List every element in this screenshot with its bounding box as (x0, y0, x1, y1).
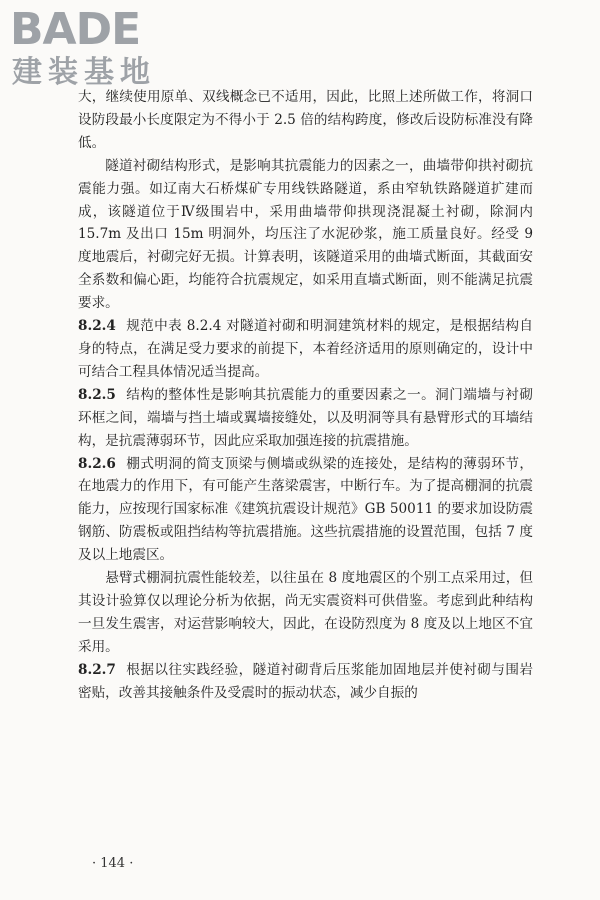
paragraph (78, 567, 533, 659)
paragraph-text: 悬臂式棚洞抗震性能较差，以往虽在 8 度地震区的个别工点采用过，但其设计验算仅以理论分析为依据，尚无实震资料可供借鉴。考虑到此种结构一旦发生震害，对运营影响较大，因此，在设防烈度为 8 度及以上地区不宜采用。 (78, 570, 533, 655)
paragraph-text: 大，继续使用原单、双线概念已不适用，因此，比照上述所做工作，将洞口设防段最小长度限定为不得小于 2.5 倍的结构跨度，修改后设防标准没有降低。 (78, 89, 533, 151)
section-number: 8.2.7 (78, 661, 116, 678)
page-number: · 144 · (92, 856, 134, 871)
paragraph-text: 规范中表 8.2.4 对隧道衬砌和明洞建筑材料的规定，是根据结构自身的特点，在满足受力要求的前提下，本着经济适用的原则确定的，设计中可结合工程具体情况适当提高。 (78, 318, 533, 380)
section-8-2-6 (78, 453, 533, 568)
paragraph-text: 结构的整体性是影响其抗震能力的重要因素之一。洞门端墙与衬砌环框之间，端墙与挡土墙或翼墙接缝处，以及明洞等具有悬臂形式的耳墙结构，是抗震薄弱环节，因此应采取加强连接的抗震措施。 (78, 386, 533, 449)
paragraph (78, 155, 533, 315)
paragraph-text: 棚式明洞的简支顶梁与侧墙或纵梁的连接处，是结构的薄弱环节，在地震力的作用下，有可能产生落梁震害，中断行车。为了提高棚洞的抗震能力，应按现行国家标准《建筑抗震设计规范》GB 50011 的要求加设防震钢筋、防震板或阻挡结构等抗震措施。这些抗震措施的设置范围，包括 7 度及以上地震区。 (78, 455, 533, 564)
paragraph (78, 86, 533, 155)
section-number: 8.2.6 (78, 455, 116, 472)
bade-watermark-logo (8, 6, 198, 88)
section-8-2-5 (78, 384, 533, 453)
document-page (78, 86, 533, 704)
section-number: 8.2.4 (78, 318, 116, 335)
section-number: 8.2.5 (78, 386, 116, 403)
watermark-subtitle: 建装基地 (12, 55, 156, 88)
section-8-2-4 (78, 315, 533, 384)
section-8-2-7 (78, 659, 533, 705)
paragraph-text: 根据以往实践经验，隧道衬砌背后压浆能加固地层并使衬砌与围岩密贴，改善其接触条件及受震时的振动状态，减少自振的 (78, 661, 533, 701)
paragraph-text: 隧道衬砌结构形式，是影响其抗震能力的因素之一，曲墙带仰拱衬砌抗震能力强。如辽南大石桥煤矿专用线铁路隧道，系由窄轨铁路隧道扩建而成，该隧道位于Ⅳ级围岩中，采用曲墙带仰拱现浇混凝土衬砌，除洞内 15.7m 及出口 15m 明洞外，均压注了水泥砂浆，施工质量良好。经受 9 度地震后，衬砌完好无损。计算表明，该隧道采用的曲墙式断面，其截面安全系数和偏心距，均能符合抗震规定，如采用直墙式断面，则不能满足抗震要求。 (78, 157, 533, 312)
watermark-brand: BADE (10, 6, 141, 55)
